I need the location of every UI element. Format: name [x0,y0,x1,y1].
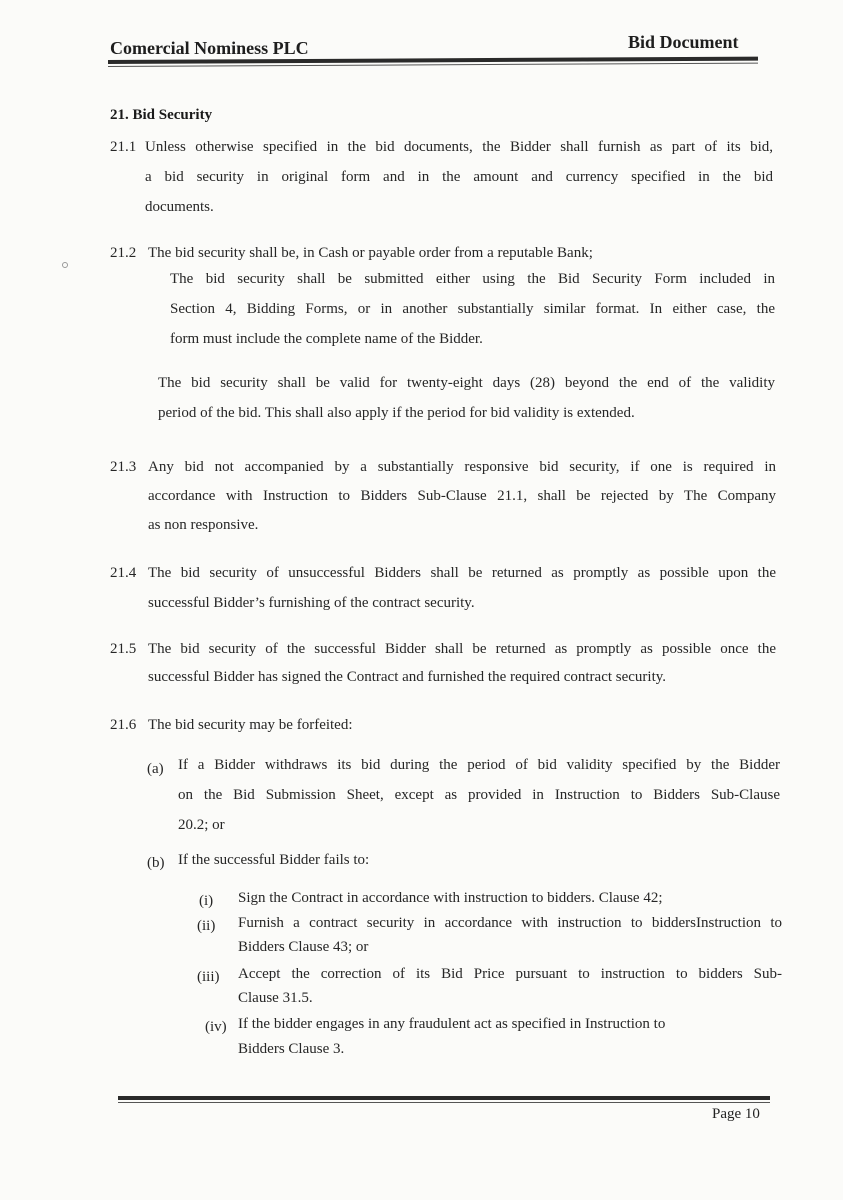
sub-item-iii-line-1: Accept the correction of its Bid Price pursuant to instruction to bidders Sub- [238,966,782,982]
clause-21-4-line-2: successful Bidder’s furnishing of the contract security. [148,595,475,611]
footer-rule-thin [118,1102,770,1103]
item-b-marker: (b) [147,855,165,871]
clause-21-1-line-2: a bid security in original form and in the amount and currency specified in the bid [145,169,773,185]
clause-21-2-line-2: The bid security shall be submitted either using the Bid Security Form included in [170,271,775,287]
page-number: Page 10 [712,1106,760,1122]
footer-rule [118,1096,770,1100]
header-company-name: Comercial Nominess PLC [110,38,309,58]
sub-item-iii-marker: (iii) [197,969,220,985]
clause-number-21-5: 21.5 [110,641,137,657]
clause-21-2-line-1: The bid security shall be, in Cash or payable order from a reputable Bank; [148,245,593,261]
item-b-line-1: If the successful Bidder fails to: [178,852,370,868]
scan-speck [62,262,68,268]
sub-item-iv-marker: (iv) [205,1019,227,1035]
clause-21-2-line-4: form must include the complete name of the Bidder. [170,331,483,347]
sub-item-iii-line-2: Clause 31.5. [238,990,313,1006]
sub-item-ii-line-1: Furnish a contract security in accordance with instruction to biddersInstruction to [238,915,782,931]
clause-number-21-2: 21.2 [110,245,137,261]
sub-item-iv-line-2: Bidders Clause 3. [238,1041,345,1057]
clause-21-6-line-1: The bid security may be forfeited: [148,717,353,733]
clause-21-5-line-1: The bid security of the successful Bidder shall be returned as promptly as possible once the [148,641,776,657]
sub-item-ii-line-2: Bidders Clause 43; or [238,939,369,955]
item-a-marker: (a) [147,761,164,777]
item-a-line-3: 20.2; or [178,817,225,833]
clause-21-5-line-2: successful Bidder has signed the Contract and furnished the required contract security. [148,669,667,685]
clause-21-2-line-6: period of the bid. This shall also apply if the period for bid validity is extended. [158,405,635,421]
clause-number-21-3: 21.3 [110,459,137,475]
clause-21-4-line-1: The bid security of unsuccessful Bidders shall be returned as promptly as possible upon the [148,565,776,581]
section-title: 21. Bid Security [110,107,213,123]
clause-21-3-line-2: accordance with Instruction to Bidders Sub-Clause 21.1, shall be rejected by The Company [148,488,776,504]
clause-21-2-line-5: The bid security shall be valid for twenty-eight days (28) beyond the end of the validity [158,375,775,391]
item-a-line-1: If a Bidder withdraws its bid during the period of bid validity specified by the Bidder [178,757,780,773]
clause-number-21-6: 21.6 [110,717,137,733]
clause-number-21-1: 21.1 [110,139,137,155]
clause-21-2-line-3: Section 4, Bidding Forms, or in another substantially similar format. In either case, the [170,301,775,317]
sub-item-i-marker: (i) [199,893,214,909]
sub-item-iv-line-1: If the bidder engages in any fraudulent act as specified in Instruction to [238,1016,666,1032]
header-document-title: Bid Document [628,32,739,52]
clause-21-3-line-1: Any bid not accompanied by a substantially responsive bid security, if one is required in [148,459,776,475]
sub-item-ii-marker: (ii) [197,918,216,934]
clause-21-3-line-3: as non responsive. [148,517,259,533]
clause-number-21-4: 21.4 [110,565,137,581]
clause-21-1-line-3: documents. [145,199,214,215]
clause-21-1-line-1: Unless otherwise specified in the bid documents, the Bidder shall furnish as part of its bid, [145,139,773,155]
item-a-line-2: on the Bid Submission Sheet, except as provided in Instruction to Bidders Sub-Clause [178,787,780,803]
sub-item-i-line-1: Sign the Contract in accordance with instruction to bidders. Clause 42; [238,890,663,906]
